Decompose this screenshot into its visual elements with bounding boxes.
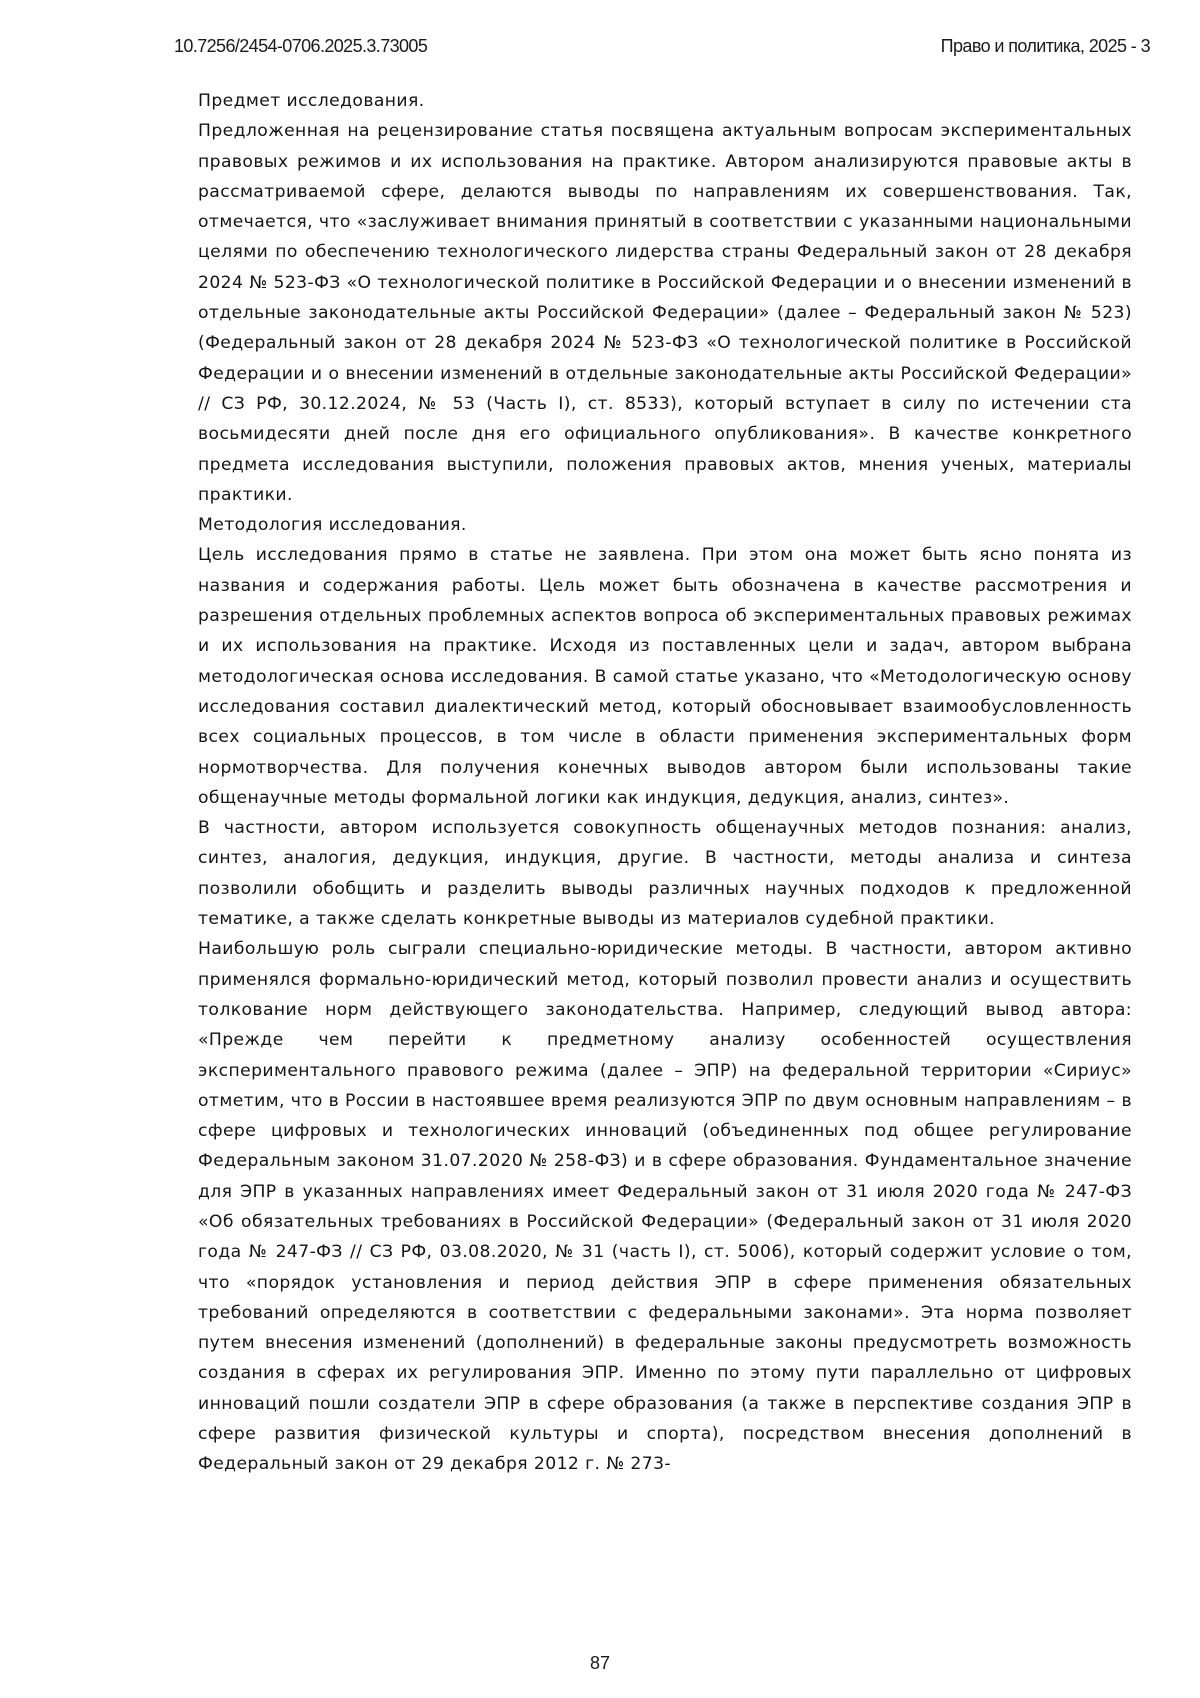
paragraph-subject: Предложенная на рецензирование статья посвящена актуальным вопросам экспериментальных правовых режимов и их использования на практике. Автором анализируются правовые акты в рассматриваемой сфере, делаются выводы по направлениям их совершенствования. Так, отмечается, что «заслуживает внимания принятый в соответствии с указанными национальными целями по обеспечению технологического лидерства страны Федеральный закон от 28 декабря 2024 № 523-ФЗ «О технологической политике в Российской Федерации и о внесении изменений в отдельные законодательные акты Российской Федерации» (далее – Федеральный закон № 523) (Федеральный закон от 28 декабря 2024 № 523-ФЗ «О технологической политике в Российской Федерации и о внесении изменений в отдельные законодательные акты Российской Федерации» // СЗ РФ, 30.12.2024, № 53 (Часть I), ст. 8533), который вступает в силу по истечении ста восьмидесяти дней после дня его официального опубликования». В качестве конкретного предмета исследования выступили, положения правовых актов, мнения ученых, материалы практики.	[198, 121, 1132, 505]
section-heading-subject: Предмет исследования.	[198, 91, 425, 111]
paragraph-legal-methods: Наибольшую роль сыграли специально-юридические методы. В частности, автором активно применялся формально-юридический метод, который позволил провести анализ и осуществить толкование норм действующего законодательства. Например, следующий вывод автора: «Прежде чем перейти к предметному анализу особенностей осуществления экспериментального правового режима (далее – ЭПР) на федеральной территории «Сириус» отметим, что в России в настоявшее время реализуются ЭПР по двум основным направлениям – в сфере цифровых и технологических инноваций (объединенных под общее регулирование Федеральным законом 31.07.2020 № 258-ФЗ) и в сфере образования. Фундаментальное значение для ЭПР в указанных направлениях имеет Федеральный закон от 31 июля 2020 года № 247-ФЗ «Об обязательных требованиях в Российской Федерации» (Федеральный закон от 31 июля 2020 года № 247-ФЗ // СЗ РФ, 03.08.2020, № 31 (часть I), ст. 5006), который содержит условие о том, что «порядок установления и период действия ЭПР в сфере применения обязательных требований определяются в соответствии с федеральными законами». Эта норма позволяет путем внесения изменений (дополнений) в федеральные законы предусмотреть возможность создания в сферах их регулирования ЭПР. Именно по этому пути параллельно от цифровых инноваций пошли создатели ЭПР в сфере образования (а также в перспективе создания ЭПР в сфере развития физической культуры и спорта), посредством внесения дополнений в Федеральный закон от 29 декабря 2012 г. № 273-	[198, 939, 1132, 1475]
page-header	[174, 36, 1150, 60]
section-heading-methodology: Методология исследования.	[198, 515, 467, 536]
paragraph-methodology-goal: Цель исследования прямо в статье не заявлена. При этом она может быть ясно понята из названия и содержания работы. Цель может быть обозначена в качестве рассмотрения и разрешения отдельных проблемных аспектов вопроса об экспериментальных правовых режимах и их использования на практике. Исходя из поставленных цели и задач, автором выбрана методологическая основа исследования. В самой статье указано, что «Методологическую основу исследования составил диалектический метод, который обосновывает взаимообусловленность всех социальных процессов, в том числе в области применения экспериментальных форм нормотворчества. Для получения конечных выводов автором были использованы такие общенаучные методы формальной логики как индукция, дедукция, анализ, синтез».	[198, 545, 1132, 808]
document-body	[198, 86, 1132, 1480]
journal-issue: Право и политика, 2025 - 3	[940, 36, 1150, 56]
doi-text: 10.7256/2454-0706.2025.3.73005	[174, 36, 428, 56]
paragraph-general-methods: В частности, автором используется совокупность общенаучных методов познания: анализ, синтез, аналогия, дедукция, индукция, другие. В частности, методы анализа и синтеза позволили обобщить и разделить выводы различных научных подходов к предложенной тематике, а также сделать конкретные выводы из материалов судебной практики.	[198, 818, 1132, 930]
page-number: 87	[589, 1653, 611, 1673]
